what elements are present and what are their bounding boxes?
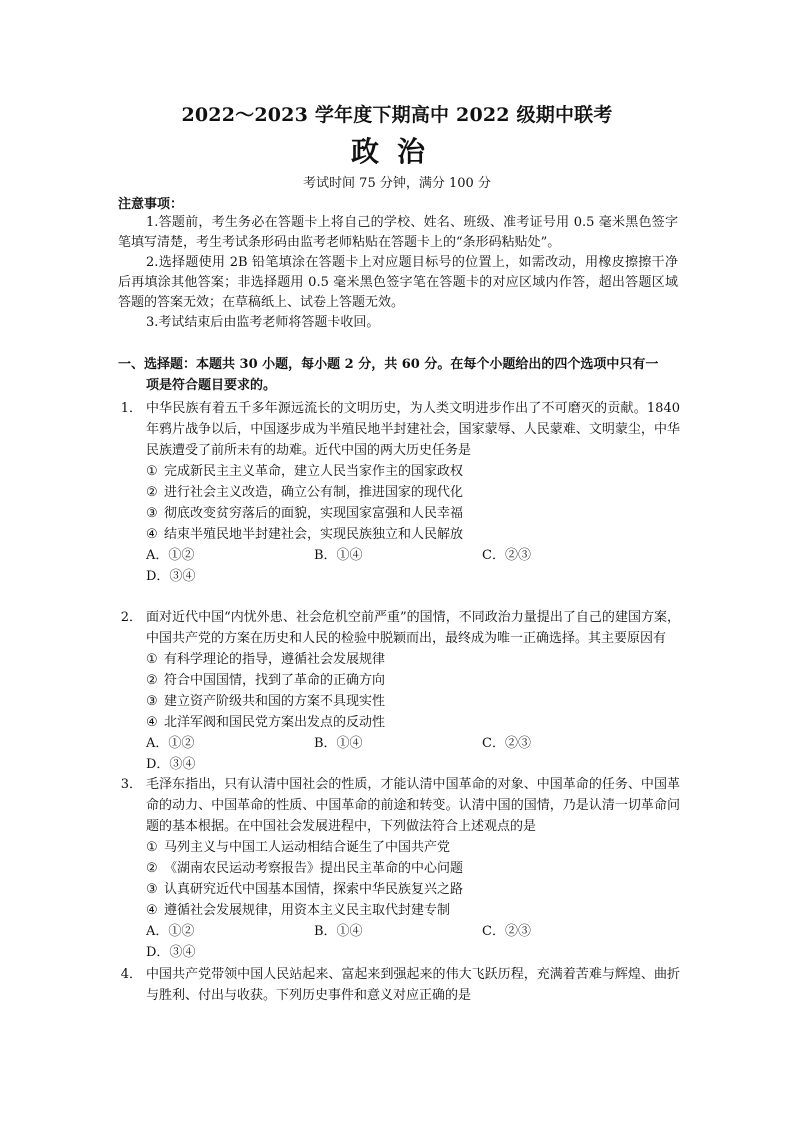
question-1	[118, 398, 680, 587]
statement-4	[118, 900, 680, 921]
statement-marker: ③	[146, 694, 158, 709]
subject-title: 政治	[350, 135, 443, 168]
statement-marker: ①	[146, 652, 158, 667]
statement-text: 遵循社会发展规律，用资本主义民主取代封建专制	[164, 903, 451, 918]
statement-4	[118, 524, 680, 545]
statement-3	[118, 503, 680, 524]
choice-c[interactable]: C．②③	[482, 924, 531, 939]
choice-c[interactable]: C．②③	[482, 548, 531, 563]
question-text: 中华民族有着五千多年源远流长的文明历史，为人类文明进步作出了不可磨灭的贡献。1840 年鸦片战争以后，中国逐步成为半殖民地半封建社会，国家蒙辱、人民蒙难、文明蒙尘，中华民族遭受了前所未有的劫难。近代中国的两大历史任务是	[146, 401, 680, 458]
statement-text: 结束半殖民地半封建社会，实现民族独立和人民解放	[164, 527, 464, 542]
choice-b[interactable]: B．①④	[314, 924, 363, 939]
statement-marker: ③	[146, 882, 158, 897]
statement-text: 马列主义与中国工人运动相结合诞生了中国共产党	[164, 840, 451, 855]
statement-text: 北洋军阀和国民党方案出发点的反动性	[164, 715, 386, 730]
question-2	[118, 607, 680, 775]
choice-c[interactable]: C．②③	[482, 736, 531, 751]
statement-2	[118, 858, 680, 879]
question-stem	[118, 964, 680, 1006]
statement-text: 认真研究近代中国基本国情，探索中华民族复兴之路	[164, 882, 464, 897]
statement-2	[118, 482, 680, 503]
choice-b[interactable]: B．①④	[314, 736, 363, 751]
exam-title: 2022～2023 学年度下期高中 2022 级期中联考	[181, 104, 613, 126]
section-instruction-line2: 项是符合题目要求的。	[146, 378, 277, 393]
choice-a[interactable]: A．①②	[146, 548, 195, 563]
question-text: 中国共产党带领中国人民站起来、富起来到强起来的伟大飞跃历程，充满着苦难与辉煌、曲折与胜利、付出与收获。下列历史事件和意义对应正确的是	[146, 967, 680, 1003]
choice-row	[118, 921, 680, 942]
section-instruction-line1: 一、选择题：本题共 30 小题，每小题 2 分，共 60 分。在每个小题给出的四个选项中只有一	[118, 357, 659, 372]
statement-1	[118, 837, 680, 858]
statement-text: 彻底改变贫穷落后的面貌，实现国家富强和人民幸福	[164, 506, 464, 521]
notice-list	[118, 213, 678, 333]
section-heading	[118, 354, 678, 396]
statement-4	[118, 712, 680, 733]
question-4	[118, 964, 680, 1006]
notice-item: 1.答题前，考生务必在答题卡上将自己的学校、姓名、班级、准考证号用 0.5 毫米黑色签字笔填写清楚，考生考试条形码由监考老师粘贴在答题卡上的“条形码粘贴处”。	[118, 215, 678, 250]
question-number: 3．	[120, 777, 142, 792]
choice-d[interactable]: D．③④	[146, 945, 196, 960]
choice-row	[118, 733, 680, 754]
statement-text: 完成新民主主义革命，建立人民当家作主的国家政权	[164, 464, 464, 479]
question-stem	[118, 774, 680, 837]
exam-info: 考试时间 75 分钟，满分 100 分	[303, 176, 491, 191]
statement-text: 符合中国国情，找到了革命的正确方向	[164, 673, 386, 688]
statement-2	[118, 670, 680, 691]
question-number: 4．	[120, 967, 142, 982]
choice-d[interactable]: D．③④	[146, 569, 196, 584]
choice-b[interactable]: B．①④	[314, 548, 363, 563]
question-stem	[118, 607, 680, 649]
choice-a[interactable]: A．①②	[146, 924, 195, 939]
statement-text: 建立资产阶级共和国的方案不具现实性	[164, 694, 386, 709]
notice-item: 2.选择题使用 2B 铅笔填涂在答题卡上对应题目标号的位置上，如需改动，用橡皮擦擦干净后再填涂其他答案；非选择题用 0.5 毫米黑色签字笔在答题卡的对应区域内作答，超出答题区域答题的答案无效；在草稿纸上、试卷上答题无效。	[118, 255, 678, 310]
choice-d[interactable]: D．③④	[146, 757, 196, 772]
question-number: 2．	[120, 610, 142, 625]
choice-row	[118, 545, 680, 566]
question-text: 面对近代中国“内忧外患、社会危机空前严重”的国情，不同政治力量提出了自己的建国方案，中国共产党的方案在历史和人民的检验中脱颖而出，最终成为唯一正确选择。其主要原因有	[146, 610, 680, 646]
statement-text: 进行社会主义改造，确立公有制，推进国家的现代化	[164, 485, 464, 500]
question-number: 1．	[120, 401, 142, 416]
statement-marker: ②	[146, 673, 158, 688]
statement-3	[118, 879, 680, 900]
statement-3	[118, 691, 680, 712]
question-text: 毛泽东指出，只有认清中国社会的性质，才能认清中国革命的对象、中国革命的任务、中国革命的动力、中国革命的性质、中国革命的前途和转变。认清中国的国情，乃是认清一切革命问题的基本根据。在中国社会发展进程中，下列做法符合上述观点的是	[146, 777, 680, 834]
statement-marker: ②	[146, 485, 158, 500]
statement-1	[118, 649, 680, 670]
question-stem	[118, 398, 680, 461]
choice-a[interactable]: A．①②	[146, 736, 195, 751]
notice-item: 3.考试结束后由监考老师将答题卡收回。	[146, 315, 380, 330]
question-3	[118, 774, 680, 963]
notice-heading: 注意事项：	[118, 197, 184, 212]
statement-marker: ②	[146, 861, 158, 876]
statement-marker: ①	[146, 840, 158, 855]
statement-text: 有科学理论的指导，遵循社会发展规律	[164, 652, 386, 667]
statement-1	[118, 461, 680, 482]
statement-marker: ④	[146, 715, 158, 730]
statement-text: 《湖南农民运动考察报告》提出民主革命的中心问题	[164, 861, 464, 876]
statement-marker: ①	[146, 464, 158, 479]
statement-marker: ④	[146, 903, 158, 918]
statement-marker: ④	[146, 527, 158, 542]
statement-marker: ③	[146, 506, 158, 521]
